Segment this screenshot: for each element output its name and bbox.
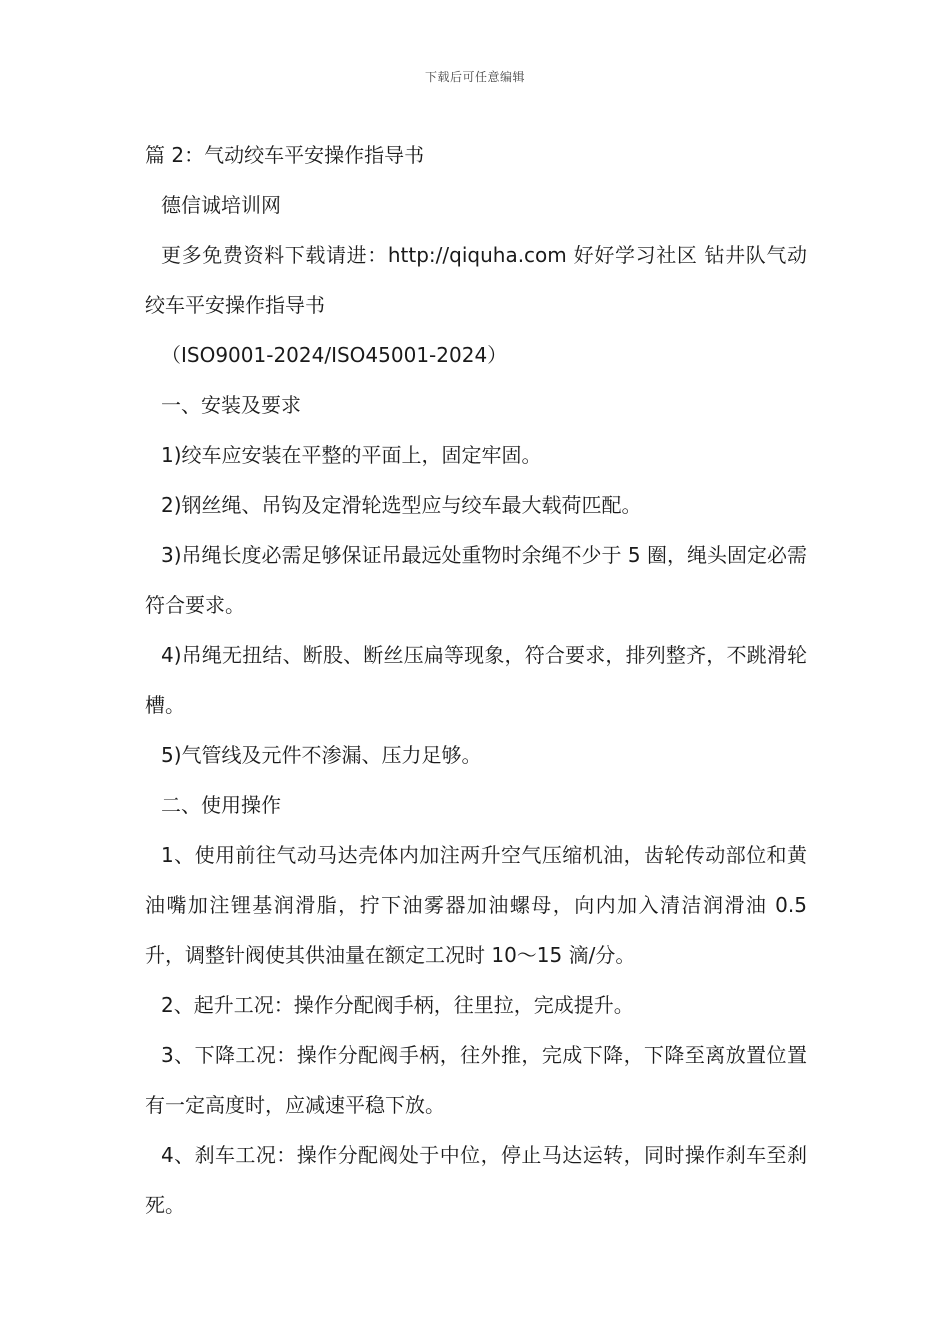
list-item: 4)吊绳无扭结、断股、断丝压扁等现象，符合要求，排列整齐，不跳滑轮槽。 [145, 643, 807, 717]
organization-name: 德信诚培训网 [161, 193, 281, 217]
list-item: 4、刹车工况：操作分配阀处于中位，停止马达运转，同时操作刹车至刹死。 [145, 1143, 807, 1217]
section-heading-installation: 一、安装及要求 [161, 393, 301, 417]
document-body [145, 130, 807, 1230]
list-item: 1、使用前往气动马达壳体内加注两升空气压缩机油，齿轮传动部位和黄油嘴加注锂基润滑脂，拧下油雾器加油螺母，向内加入清洁润滑油 0.5 升，调整针阀使其供油量在额定工况时 10～15 滴/分。 [145, 843, 807, 967]
download-notice: 更多免费资料下载请进：http://qiquha.com 好好学习社区 钻井队气动绞车平安操作指导书 [145, 243, 807, 317]
list-item: 2、起升工况：操作分配阀手柄，往里拉，完成提升。 [161, 993, 634, 1017]
page-header: 下载后可任意编辑 [424, 70, 525, 84]
list-item: 2)钢丝绳、吊钩及定滑轮选型应与绞车最大载荷匹配。 [161, 493, 642, 517]
section-heading-operation: 二、使用操作 [161, 793, 281, 817]
list-item: 1)绞车应安装在平整的平面上，固定牢固。 [161, 443, 542, 467]
standard-reference: （ISO9001-2024/ISO45001-2024） [161, 343, 508, 367]
list-item: 5)气管线及元件不渗漏、压力足够。 [161, 743, 482, 767]
doc-title: 篇 2：气动绞车平安操作指导书 [145, 143, 425, 167]
list-item: 3、下降工况：操作分配阀手柄，往外推，完成下降，下降至离放置位置有一定高度时，应减速平稳下放。 [145, 1043, 807, 1117]
list-item: 3)吊绳长度必需足够保证吊最远处重物时余绳不少于 5 圈，绳头固定必需符合要求。 [145, 543, 807, 617]
